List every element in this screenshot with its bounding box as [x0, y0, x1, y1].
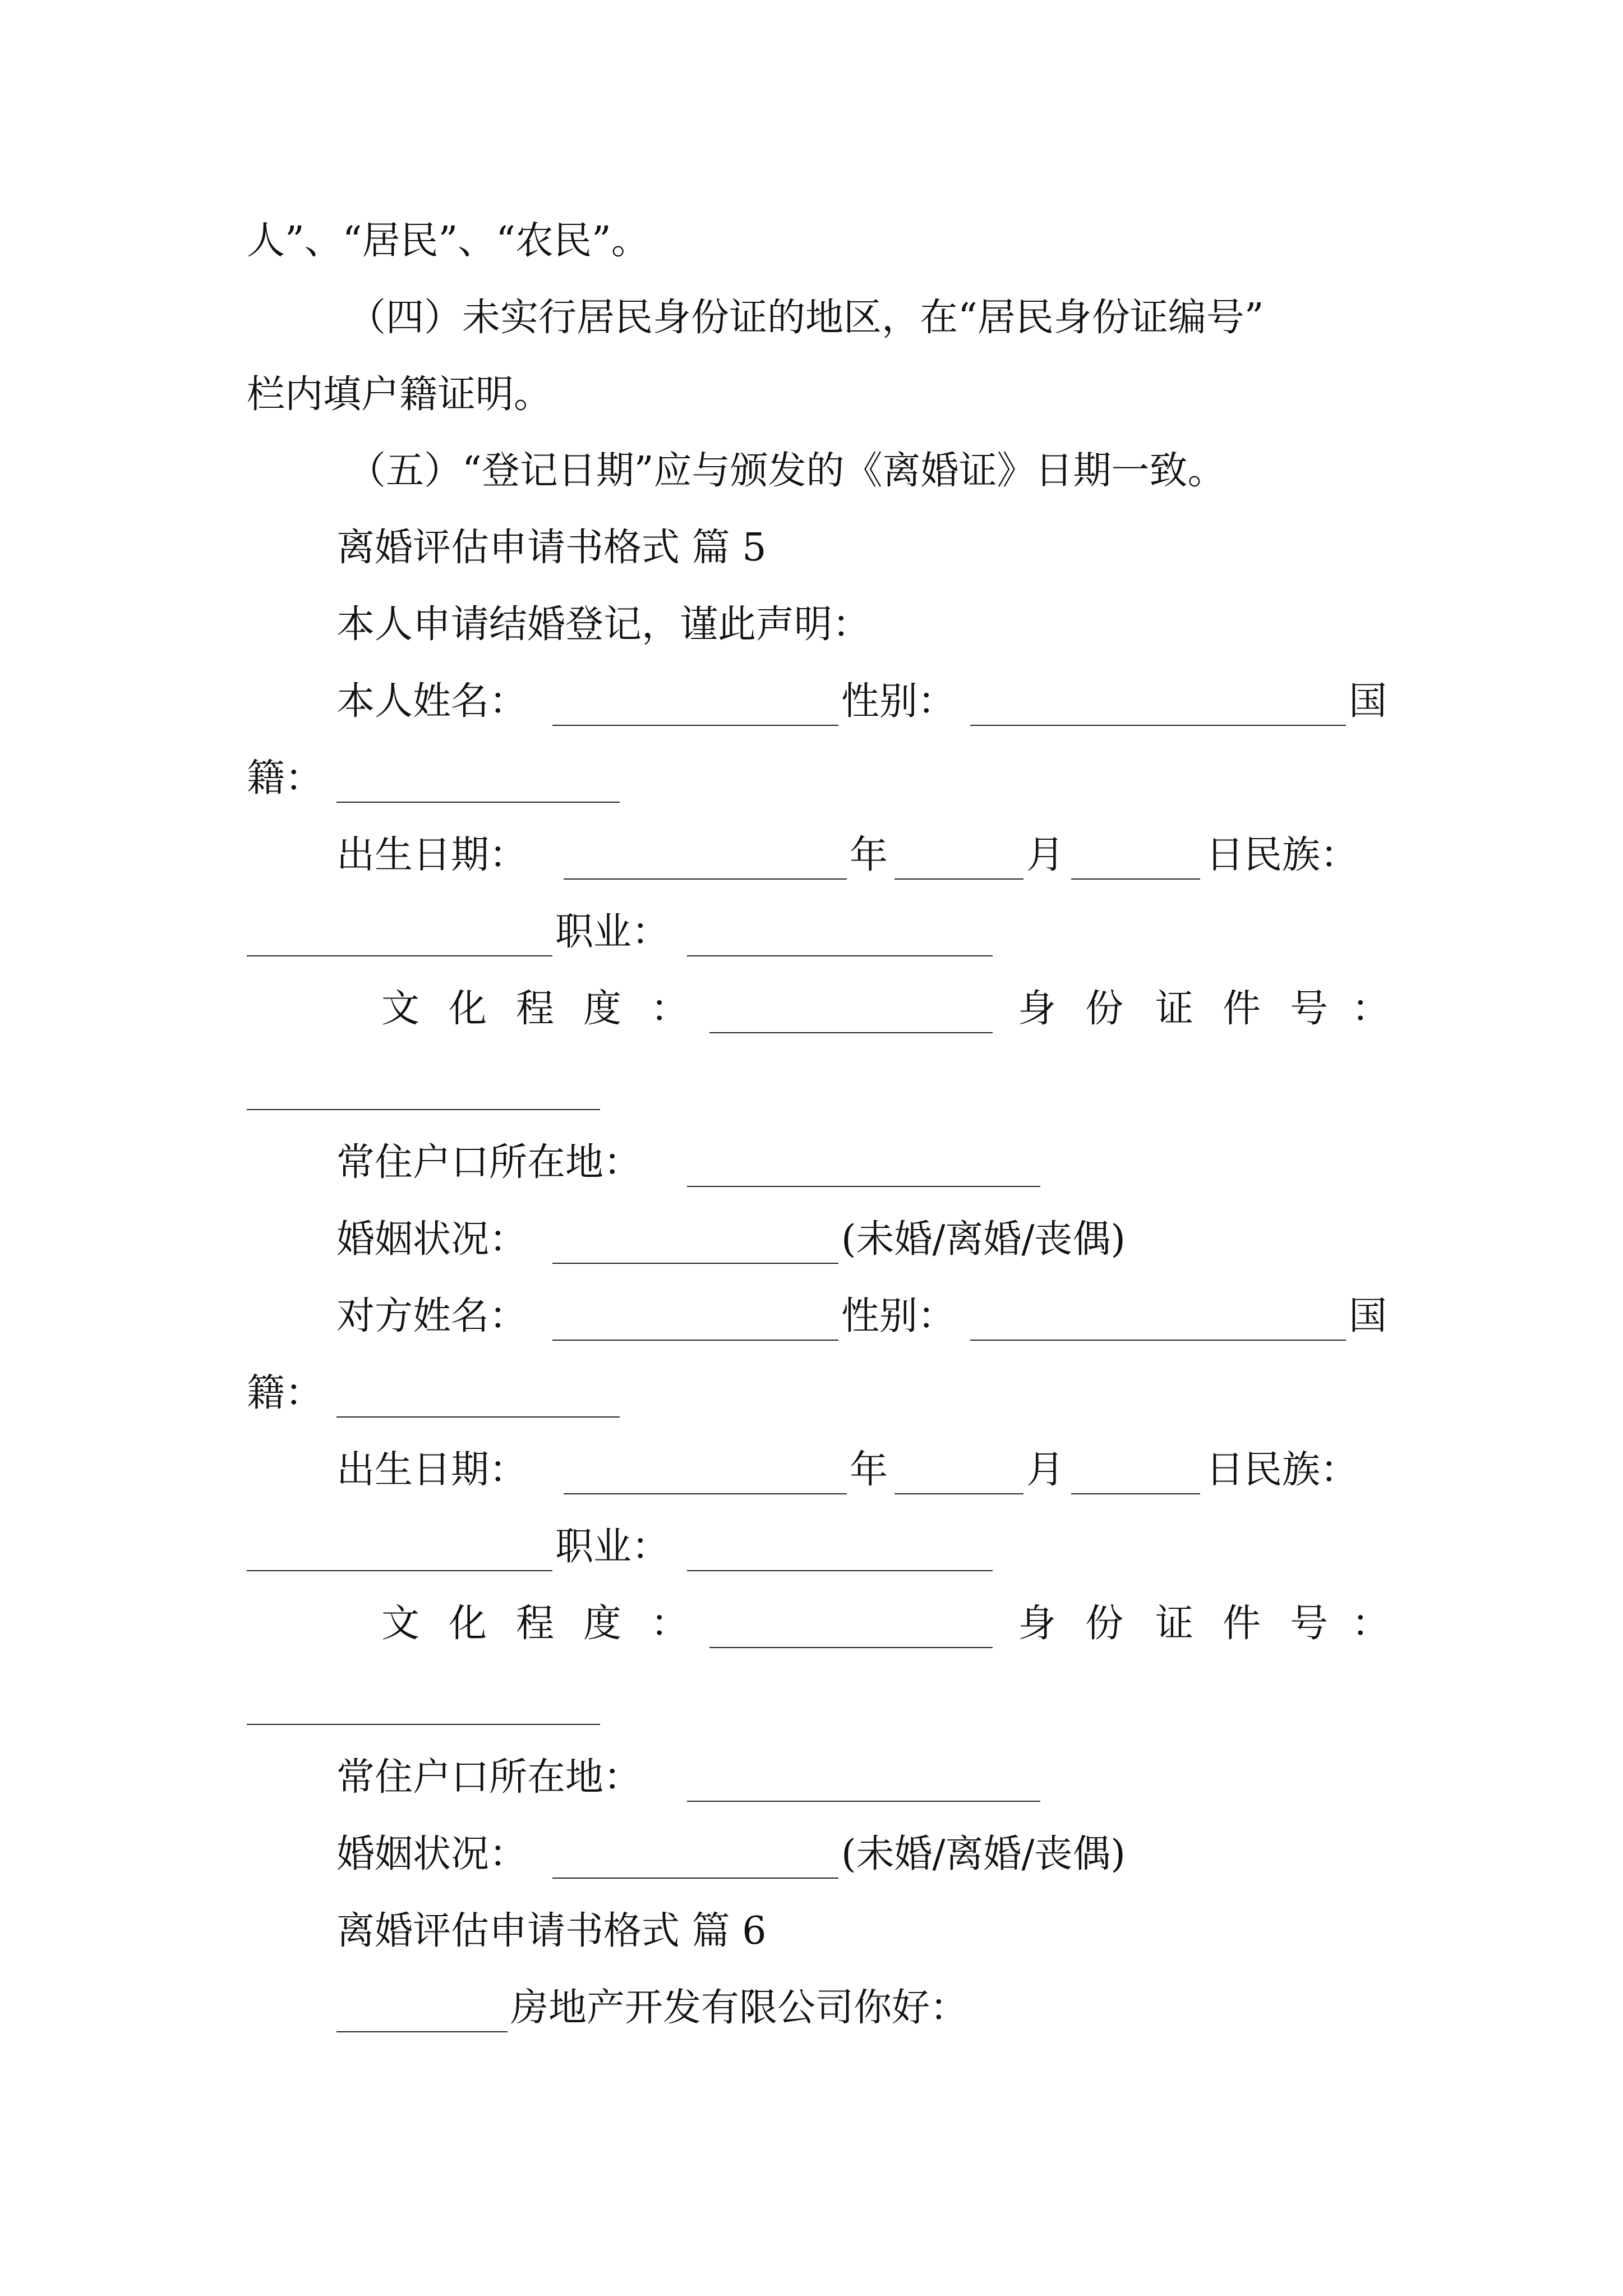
id-char: 证 [1155, 1602, 1194, 1646]
self-name-label: 本人姓名： [336, 679, 528, 724]
id-char: 件 [1223, 1602, 1261, 1646]
residence-blank[interactable] [687, 1185, 1040, 1187]
nationality-blank[interactable] [336, 800, 620, 803]
edu-char: 程 [516, 1602, 555, 1646]
ethnic-blank[interactable] [247, 954, 552, 956]
birth-year-blank[interactable] [564, 877, 847, 880]
edu-char: 文 [381, 987, 420, 1031]
residence-blank[interactable] [687, 1800, 1040, 1802]
edu-char: 程 [516, 987, 555, 1031]
month-label: 月 [1026, 1448, 1065, 1492]
marital-blank[interactable] [552, 1262, 838, 1264]
marital-options: (未婚/离婚/丧偶) [841, 1832, 1126, 1876]
company-blank[interactable] [336, 2030, 508, 2032]
birth-day-blank[interactable] [1071, 1492, 1200, 1494]
paragraph-line: （四）未实行居民身份证的地区，在“居民身份证编号” [348, 296, 1264, 340]
id-char: 件 [1223, 987, 1261, 1031]
ethnic-blank[interactable] [247, 1569, 552, 1571]
year-label: 年 [850, 833, 888, 877]
edu-blank[interactable] [709, 1646, 993, 1648]
paragraph-line: （五）“登记日期”应与颁发的《离婚证》日期一致。 [348, 449, 1226, 493]
other-name-blank[interactable] [552, 1338, 838, 1341]
id-char: 号 [1290, 987, 1329, 1031]
birth-year-blank[interactable] [564, 1492, 847, 1494]
id-char: 身 [1018, 987, 1057, 1031]
edu-char: ： [651, 1602, 689, 1646]
edu-char: 化 [449, 987, 487, 1031]
marital-options: (未婚/离婚/丧偶) [841, 1217, 1126, 1262]
edu-char: 化 [449, 1602, 487, 1646]
job-blank[interactable] [687, 1569, 993, 1571]
residence-label: 常住户口所在地： [336, 1140, 642, 1185]
year-label: 年 [850, 1448, 888, 1492]
other-name-label: 对方姓名： [336, 1294, 528, 1338]
nationality-label: 国 [1349, 679, 1387, 724]
job-label: 职业： [555, 910, 670, 954]
ethnic-label: 日民族： [1206, 833, 1359, 877]
id-char: 身 [1018, 1602, 1057, 1646]
birth-month-blank[interactable] [895, 877, 1023, 880]
edu-char: 文 [381, 1602, 420, 1646]
birth-month-blank[interactable] [895, 1492, 1023, 1494]
month-label: 月 [1026, 833, 1065, 877]
job-label: 职业： [555, 1525, 670, 1569]
id-char: 份 [1085, 987, 1124, 1031]
edu-char: 度 [583, 1602, 622, 1646]
edu-char: 度 [583, 987, 622, 1031]
birth-label: 出生日期： [336, 1448, 528, 1492]
gender-label: 性别： [841, 679, 956, 724]
marital-label: 婚姻状况： [336, 1217, 528, 1262]
id-blank[interactable] [247, 1723, 600, 1725]
section-heading: 离婚评估申请书格式 篇 6 [336, 1909, 767, 1953]
nationality-label: 国 [1349, 1294, 1387, 1338]
nationality-label: 籍： [247, 756, 324, 800]
gender-blank[interactable] [970, 1338, 1346, 1341]
marital-blank[interactable] [552, 1876, 838, 1879]
id-char: 份 [1085, 1602, 1124, 1646]
greeting-line: 房地产开发有限公司你好： [510, 1986, 969, 2030]
ethnic-label: 日民族： [1206, 1448, 1359, 1492]
id-blank[interactable] [247, 1108, 600, 1110]
edu-char: ： [651, 987, 689, 1031]
gender-label: 性别： [841, 1294, 956, 1338]
id-char: ： [1352, 987, 1390, 1031]
edu-blank[interactable] [709, 1031, 993, 1033]
marital-label: 婚姻状况： [336, 1832, 528, 1876]
id-char: 证 [1155, 987, 1194, 1031]
birth-day-blank[interactable] [1071, 877, 1200, 880]
nationality-label: 籍： [247, 1371, 324, 1415]
gender-blank[interactable] [970, 724, 1346, 726]
paragraph-line: 栏内填户籍证明。 [247, 372, 552, 417]
self-name-blank[interactable] [552, 724, 838, 726]
paragraph-line: 人”、“居民”、“农民”。 [247, 219, 649, 263]
birth-label: 出生日期： [336, 833, 528, 877]
nationality-blank[interactable] [336, 1415, 620, 1418]
section-heading: 离婚评估申请书格式 篇 5 [336, 526, 767, 570]
edu-id-row [0, 1599, 1623, 1649]
paragraph-line: 本人申请结婚登记，谨此声明： [336, 602, 871, 647]
residence-label: 常住户口所在地： [336, 1755, 642, 1800]
id-char: ： [1352, 1602, 1390, 1646]
edu-id-row [0, 984, 1623, 1034]
id-char: 号 [1290, 1602, 1329, 1646]
job-blank[interactable] [687, 954, 993, 956]
